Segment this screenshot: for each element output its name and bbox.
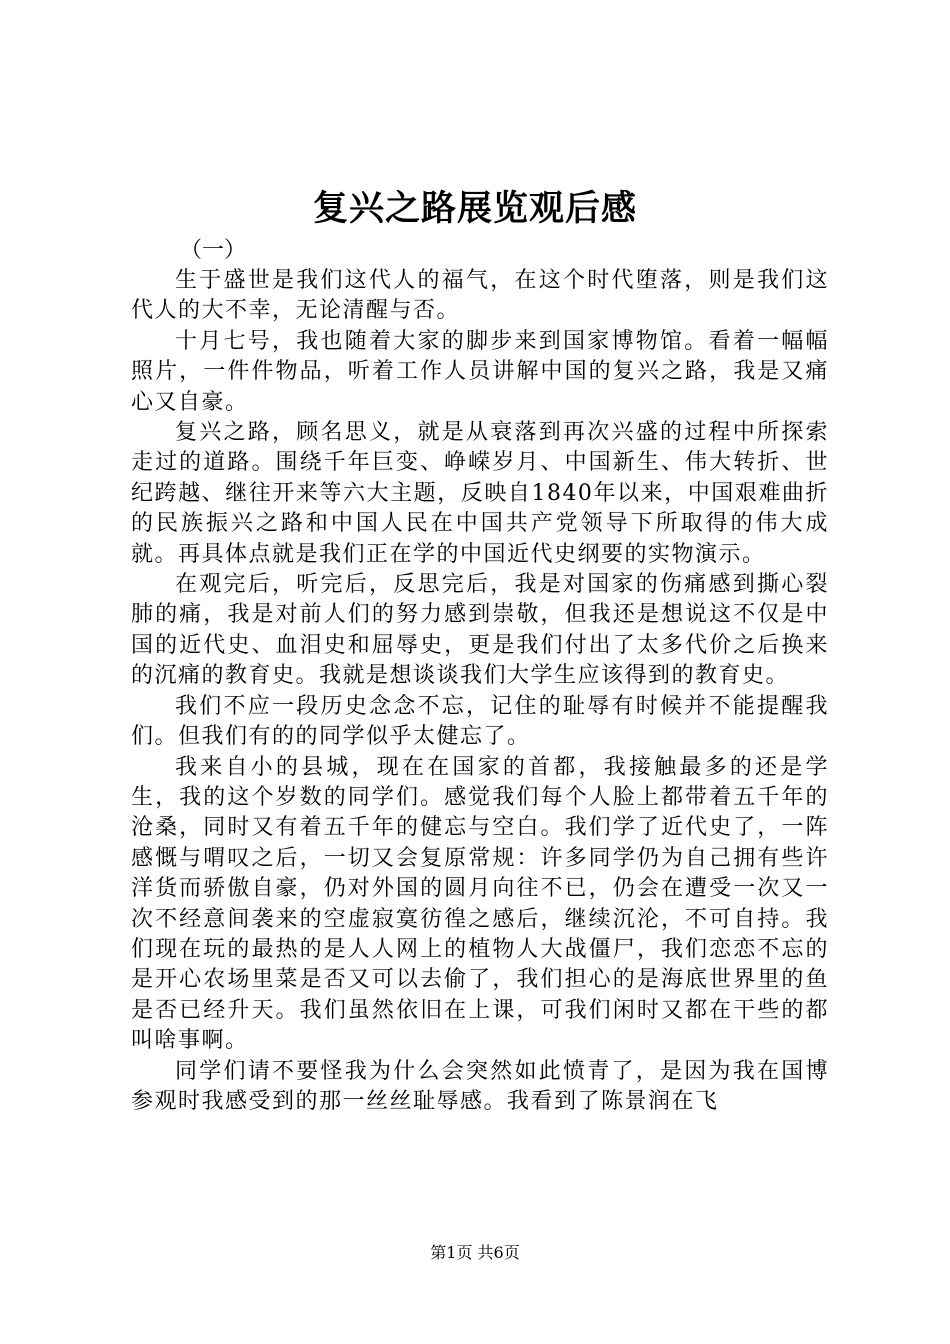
document-title: 复兴之路展览观后感 bbox=[312, 188, 637, 229]
paragraph: 同学们请不要怪我为什么会突然如此愤青了，是因为我在国博参观时我感受到的那一丝丝耻辱感。我看到了陈景润在飞 bbox=[131, 1058, 829, 1114]
paragraph: 复兴之路，顾名思义，就是从衰落到再次兴盛的过程中所探索走过的道路。围绕千年巨变、峥嵘岁月、中国新生、伟大转折、世纪跨越、继往开来等六大主题，反映自1840年以来，中国艰难曲折的民族振兴之路和中国人民在中国共产党领导下所取得的伟大成就。再具体点就是我们正在学的中国近代史纲要的实物演示。 bbox=[131, 420, 829, 567]
section-marker: （一） bbox=[180, 238, 247, 263]
paragraph: 我来自小的县城，现在在国家的首都，我接触最多的还是学生，我的这个岁数的同学们。感觉我们每个人脸上都带着五千年的沧桑，同时又有着五千年的健忘与空白。我们学了近代史了，一阵感慨与喟叹之后，一切又会复原常规：许多同学仍为自己拥有些许洋货而骄傲自豪，仍对外国的圆月向往不已，仍会在遭受一次又一次不经意间袭来的空虚寂寞彷徨之感后，继续沉沦，不可自持。我们现在玩的最热的是人人网上的植物人大战僵尸，我们恋恋不忘的是开心农场里菜是否又可以去偷了，我们担心的是海底世界里的鱼是否已经升天。我们虽然依旧在上课，可我们闲时又都在干些的都叫啥事啊。 bbox=[131, 754, 829, 1054]
document-body bbox=[131, 266, 829, 1117]
paragraph: 在观完后，听完后，反思完后，我是对国家的伤痛感到撕心裂肺的痛，我是对前人们的努力感到崇敬，但我还是想说这不仅是中国的近代史、血泪史和屈辱史，更是我们付出了太多代价之后换来的沉痛的教育史。我就是想谈谈我们大学生应该得到的教育史。 bbox=[131, 572, 829, 689]
paragraph: 十月七号，我也随着大家的脚步来到国家博物馆。看着一幅幅照片，一件件物品，听着工作人员讲解中国的复兴之路，我是又痛心又自豪。 bbox=[131, 328, 829, 415]
paragraph: 生于盛世是我们这代人的福气，在这个时代堕落，则是我们这代人的大不幸，无论清醒与否。 bbox=[131, 268, 829, 324]
page-footer: 第1页 共6页 bbox=[430, 1243, 520, 1262]
paragraph: 我们不应一段历史念念不忘，记住的耻辱有时候并不能提醒我们。但我们有的的同学似乎太健忘了。 bbox=[131, 693, 829, 750]
